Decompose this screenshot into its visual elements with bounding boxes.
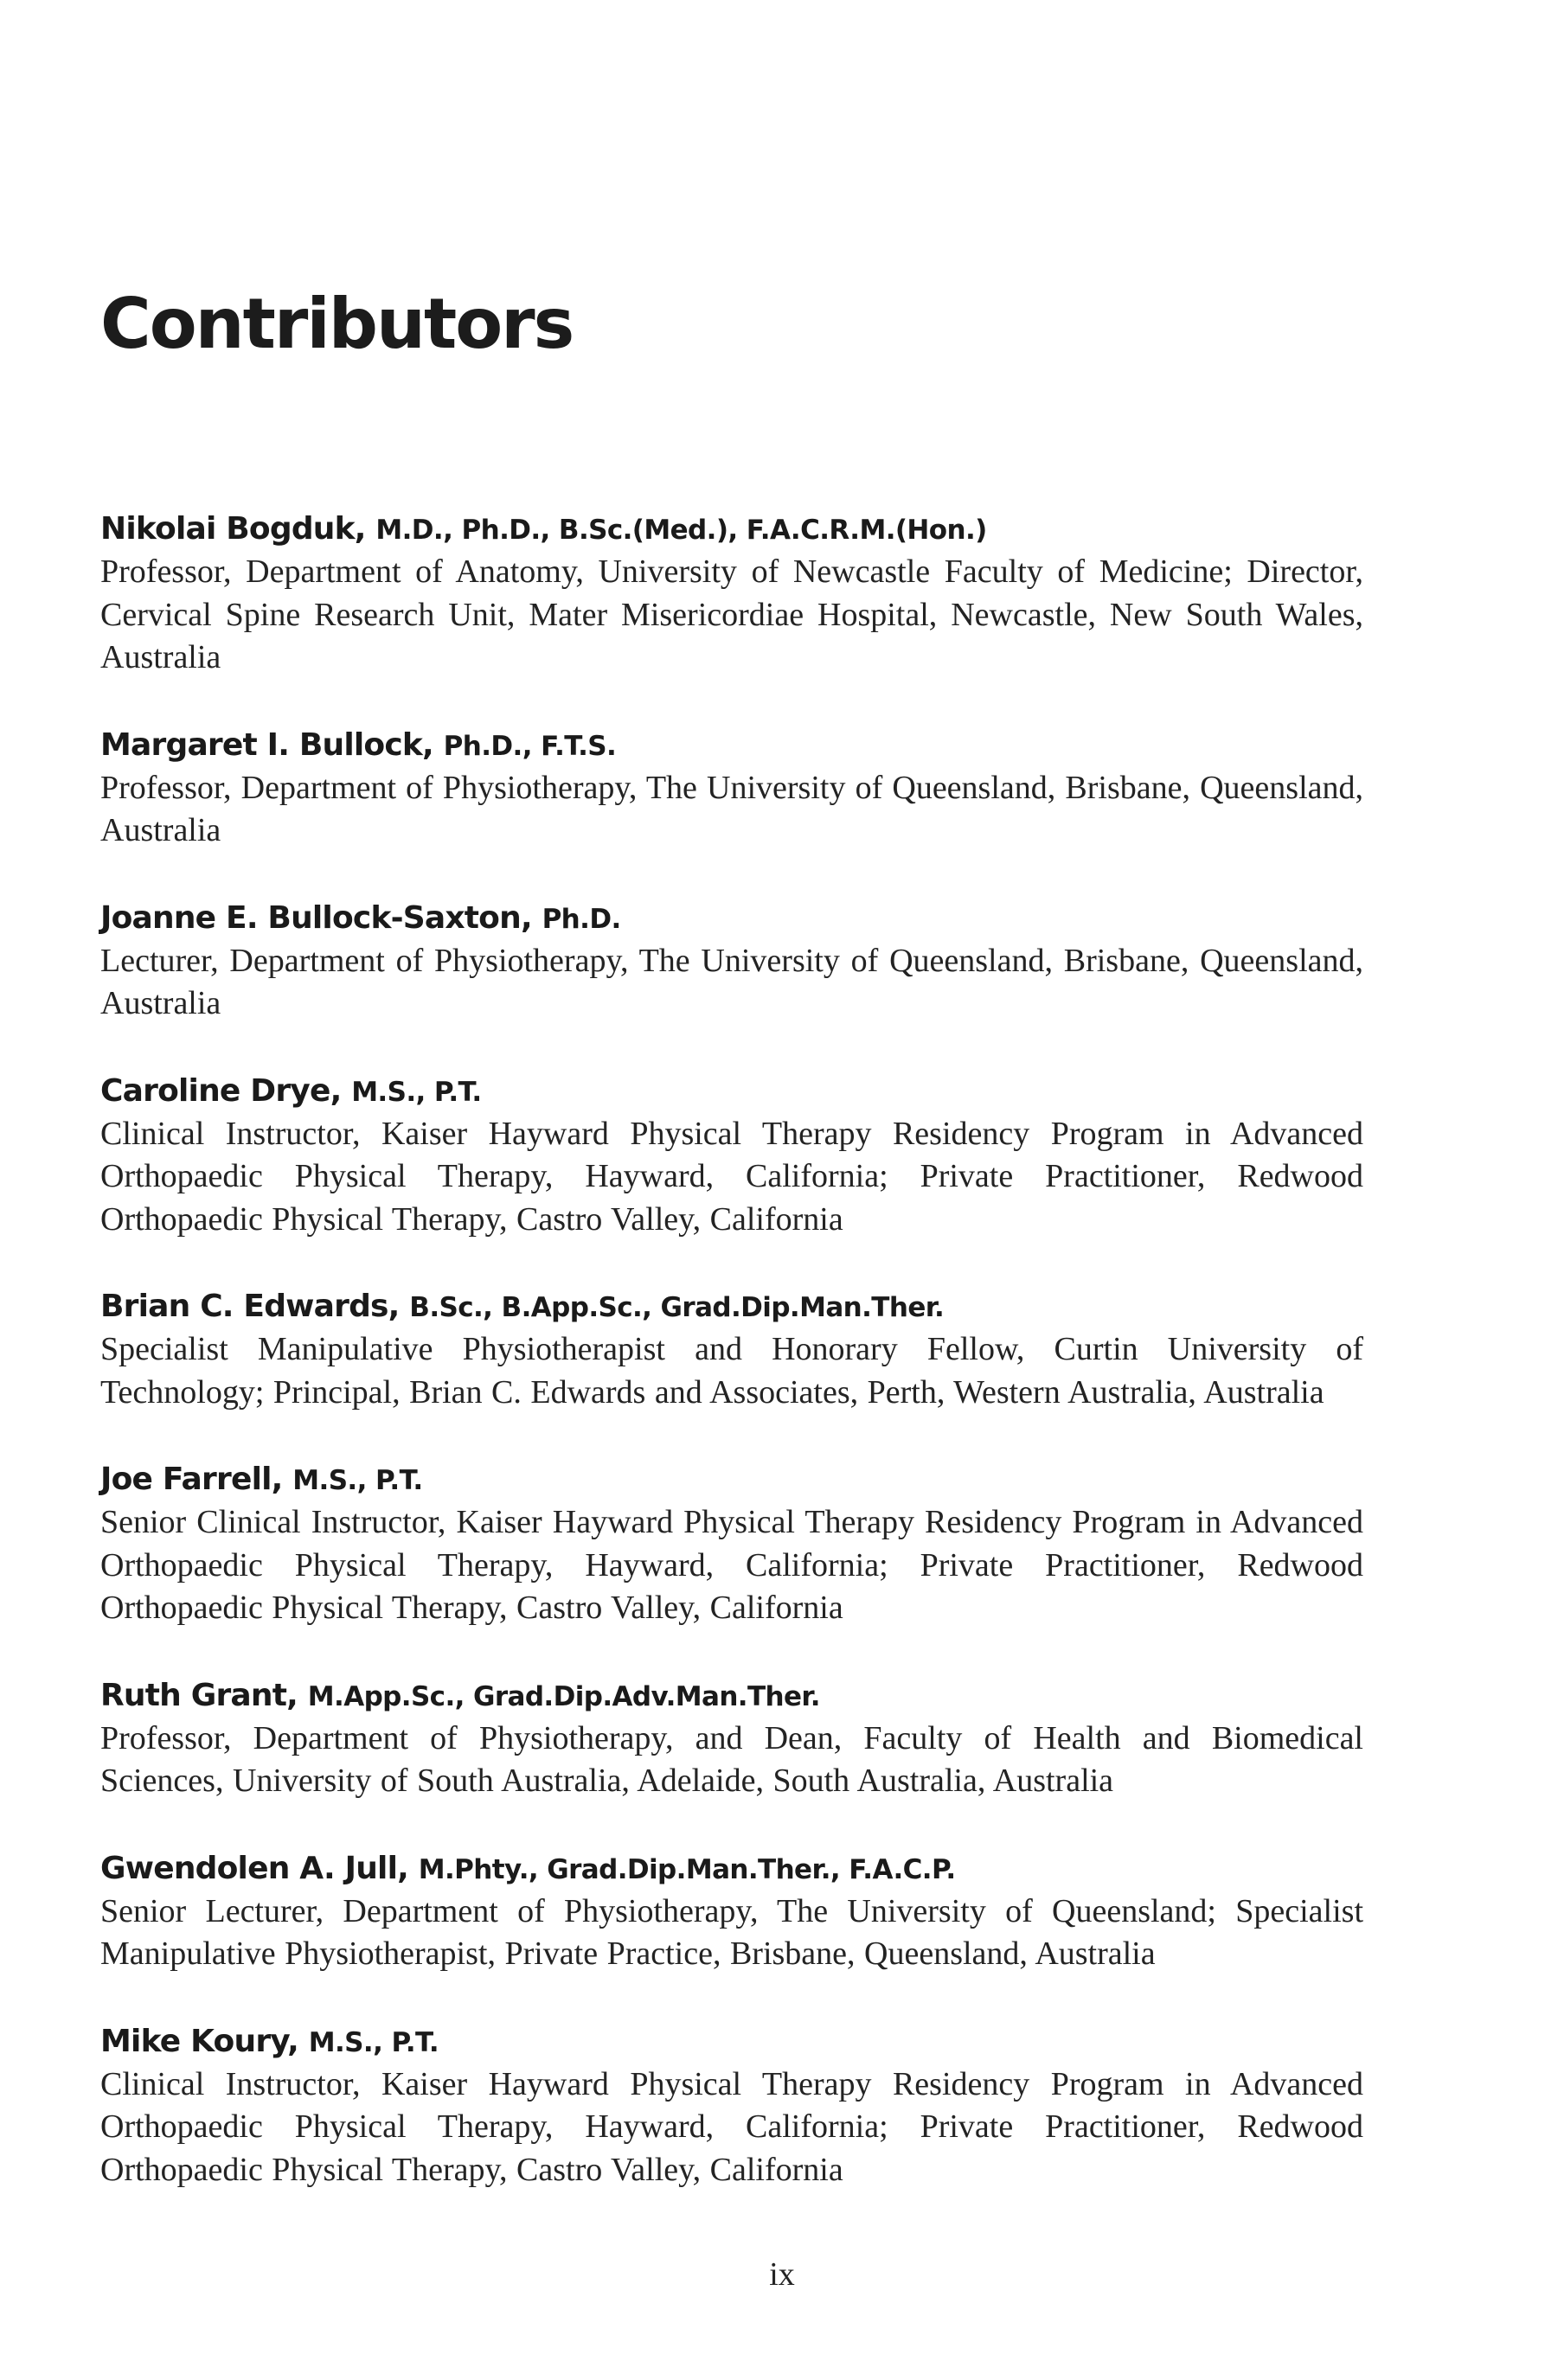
contributor-affiliation: Clinical Instructor, Kaiser Hayward Physical Therapy Residency Program in Advanced Orthopaedic Physical Therapy, Hayward, California; Private Practitioner, Redwood Orthopaedic Physical Therapy, Castro Valley, California	[100, 1115, 1363, 1238]
contributor-name-line	[100, 2021, 1363, 2063]
contributor-entry	[100, 509, 1363, 680]
contributor-name: Brian C. Edwards,	[100, 1289, 400, 1324]
contributor-affiliation: Senior Lecturer, Department of Physiotherapy, The University of Queensland; Specialist Manipulative Physiotherapist, Private Practice, Brisbane, Queensland, Australia	[100, 1892, 1363, 1972]
contributor-affiliation: Professor, Department of Physiotherapy, The University of Queensland, Brisbane, Queensland, Australia	[100, 769, 1363, 848]
contributor-name-line	[100, 509, 1363, 551]
page-number: ix	[769, 2256, 795, 2293]
contributor-name-line	[100, 725, 1363, 767]
contributor-credentials: M.Phty., Grad.Dip.Man.Ther., F.A.C.P.	[418, 1853, 956, 1885]
contributor-name-line	[100, 898, 1363, 940]
contributor-name-line	[100, 1848, 1363, 1891]
contributor-affiliation: Specialist Manipulative Physiotherapist and Honorary Fellow, Curtin University of Technology; Principal, Brian C. Edwards and Associates, Perth, Western Australia, Australia	[100, 1331, 1363, 1411]
contributor-affiliation: Senior Clinical Instructor, Kaiser Hayward Physical Therapy Residency Program in Advanced Orthopaedic Physical Therapy, Hayward, California; Private Practitioner, Redwood Orthopaedic Physical Therapy, Castro Valley, California	[100, 1504, 1363, 1626]
contributor-credentials: M.App.Sc., Grad.Dip.Adv.Man.Ther.	[307, 1680, 820, 1712]
contributor-name: Ruth Grant,	[100, 1677, 298, 1713]
contributor-name: Joe Farrell,	[100, 1462, 283, 1497]
contributor-entry	[100, 1848, 1363, 1976]
contributor-affiliation: Professor, Department of Physiotherapy, and Dean, Faculty of Health and Biomedical Sciences, University of South Australia, Adelaide, South Australia, Australia	[100, 1719, 1363, 1799]
contributor-credentials: M.S., P.T.	[351, 1076, 482, 1108]
contributor-entry	[100, 1286, 1363, 1414]
contributor-name: Mike Koury,	[100, 2023, 299, 2059]
contributor-credentials: M.S., P.T.	[308, 2026, 439, 2058]
contributor-affiliation: Clinical Instructor, Kaiser Hayward Physical Therapy Residency Program in Advanced Orthopaedic Physical Therapy, Hayward, California; Private Practitioner, Redwood Orthopaedic Physical Therapy, Castro Valley, California	[100, 2065, 1363, 2188]
contributor-name-line	[100, 1286, 1363, 1328]
contributor-affiliation: Lecturer, Department of Physiotherapy, The University of Queensland, Brisbane, Queensland, Australia	[100, 942, 1363, 1021]
contributor-name: Caroline Drye,	[100, 1072, 342, 1109]
contributor-entry	[100, 1459, 1363, 1630]
contributor-entry	[100, 898, 1363, 1026]
contributor-entry	[100, 725, 1363, 853]
page-title: Contributors	[100, 284, 574, 364]
contributor-entry	[100, 2021, 1363, 2192]
contributor-entry	[100, 1675, 1363, 1803]
contributor-name-line	[100, 1459, 1363, 1501]
contributor-list	[100, 509, 1363, 2236]
contributor-affiliation: Professor, Department of Anatomy, University of Newcastle Faculty of Medicine; Director, Cervical Spine Research Unit, Mater Misericordiae Hospital, Newcastle, New South Wales, Australia	[100, 553, 1363, 675]
contributor-entry	[100, 1071, 1363, 1242]
contributor-credentials: Ph.D., F.T.S.	[443, 730, 617, 762]
contributor-name-line	[100, 1675, 1363, 1718]
contributor-credentials: M.D., Ph.D., B.Sc.(Med.), F.A.C.R.M.(Hon.)	[375, 515, 987, 546]
contributor-credentials: M.S., P.T.	[292, 1465, 423, 1496]
contributor-name-line	[100, 1071, 1363, 1113]
contributor-credentials: Ph.D.	[542, 903, 621, 935]
contributor-name: Margaret I. Bullock,	[100, 726, 433, 763]
contributor-name: Gwendolen A. Jull,	[100, 1850, 408, 1886]
contributor-name: Joanne E. Bullock-Saxton,	[100, 899, 532, 936]
contributor-credentials: B.Sc., B.App.Sc., Grad.Dip.Man.Ther.	[409, 1292, 945, 1323]
contributor-name: Nikolai Bogduk,	[100, 511, 366, 547]
